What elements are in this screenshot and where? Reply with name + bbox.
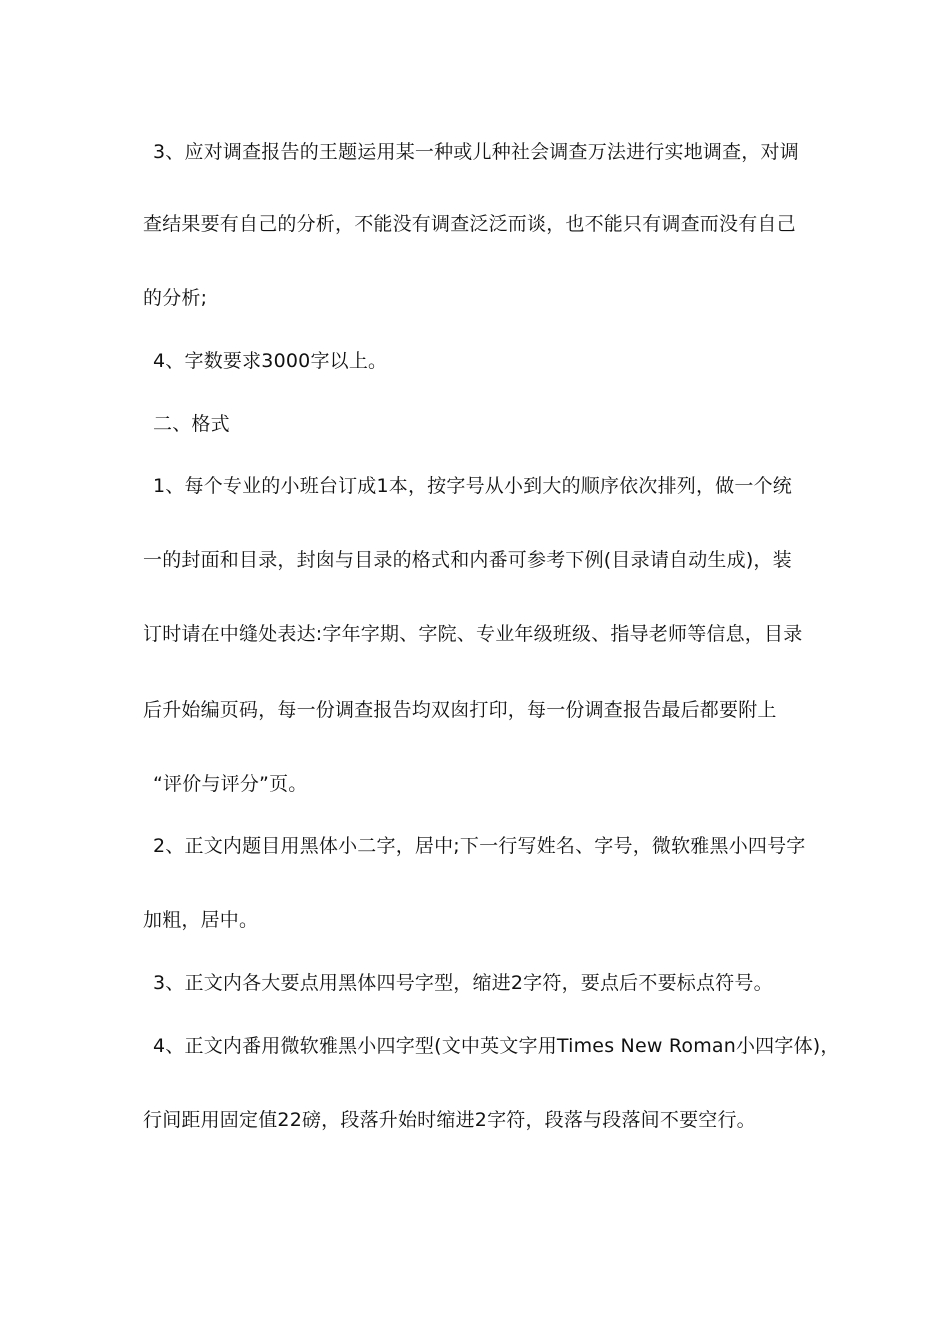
paragraph-line-format3: 3、正文内各大要点用黑体四号字型，缩进2字符，要点后不要标点符号。	[153, 972, 773, 994]
paragraph-line-req3-a: 3、应对调查报告的王题运用某一种或儿种社会调查万法进行实地调查，对调	[153, 141, 799, 163]
paragraph-line-format1-e: “评价与评分”页。	[153, 773, 308, 795]
paragraph-line-req3-b: 查结果要有自己的分析，不能没有调查泛泛而谈，也不能只有调查而没有自己	[143, 213, 796, 235]
paragraph-line-format4-a: 4、正文内番用微软雅黑小四字型(文中英文字用Times New Roman小四字体)，	[153, 1035, 840, 1057]
paragraph-line-format2-b: 加粗，居中。	[143, 909, 259, 931]
paragraph-line-req4: 4、字数要求3000字以上。	[153, 350, 388, 372]
paragraph-line-format2-a: 2、正文内题目用黑体小二字，居中;下一行写姓名、字号，微软雅黑小四号字	[153, 835, 806, 857]
paragraph-line-format1-c: 订时请在中缝处表达:字年字期、字院、专业年级班级、指导老师等信息，目录	[143, 623, 803, 645]
paragraph-line-format1-a: 1、每个专业的小班台订成1本，按字号从小到大的顺序依次排列，做一个统	[153, 475, 792, 497]
paragraph-line-format1-b: 一的封面和目录，封囱与目录的格式和内番可参考下例(目录请自动生成)，装	[143, 549, 792, 571]
paragraph-line-format1-d: 后升始编页码，每一份调查报告均双囱打印，每一份调查报告最后都要附上	[143, 699, 777, 721]
section-heading-format: 二、格式	[153, 413, 230, 435]
paragraph-line-req3-c: 的分析;	[143, 287, 208, 309]
paragraph-line-format4-b: 行间距用固定值22磅，段落升始时缩进2字符，段落与段落间不要空行。	[143, 1109, 756, 1131]
